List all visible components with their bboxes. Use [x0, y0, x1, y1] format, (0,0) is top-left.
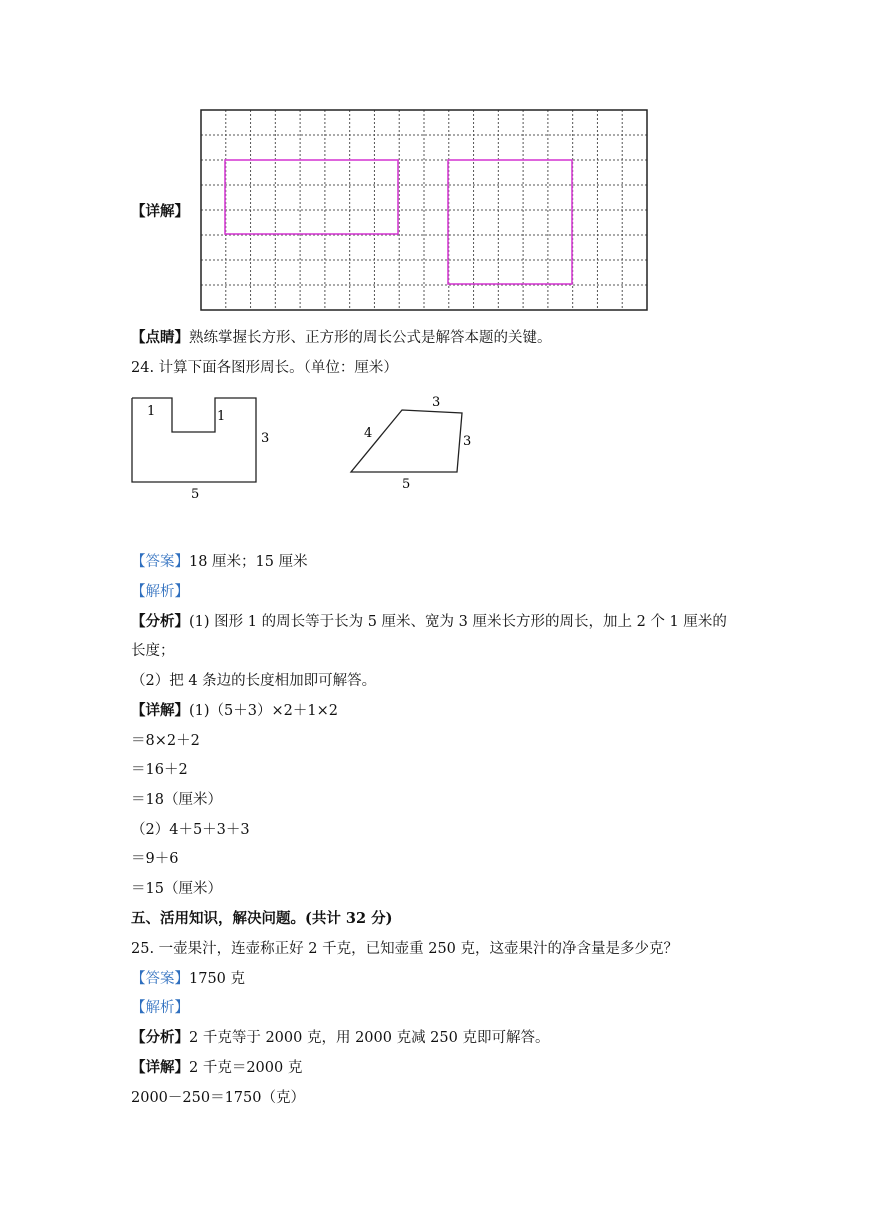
fig2-right-label: 3	[463, 434, 472, 449]
answer-text: 1750 克	[189, 971, 246, 987]
detail-label: 【详解】	[131, 702, 189, 719]
fig2-top-label: 3	[432, 395, 441, 410]
q25-calc: 2000－250＝1750（克）	[131, 1090, 305, 1106]
detail-text: 2 千克＝2000 克	[189, 1060, 303, 1076]
detail-label: 【详解】	[131, 1059, 189, 1076]
q24-analysis-line1	[131, 612, 727, 632]
calc-line: ＝8×2＋2	[131, 733, 200, 749]
answer-label: 【答案】	[131, 554, 189, 570]
q25-detail	[131, 1058, 302, 1078]
answer-text: 18 厘米；15 厘米	[189, 554, 308, 570]
q24-jiexi-label: 【解析】	[131, 584, 189, 600]
fig2-left-label: 4	[364, 426, 373, 441]
q24-detail-line1	[131, 701, 338, 721]
q24-analysis-line2: 长度；	[131, 643, 175, 659]
tip-text: 熟练掌握长方形、正方形的周长公式是解答本题的关键。	[189, 330, 552, 346]
grid-figure	[200, 109, 648, 311]
q25-answer	[131, 969, 245, 989]
tip-line	[131, 328, 552, 348]
detail-label: 【详解】	[131, 203, 189, 220]
answer-label: 【答案】	[131, 971, 189, 987]
calc-line: ＝18（厘米）	[131, 792, 222, 808]
q24-analysis-line3: （2）把 4 条边的长度相加即可解答。	[131, 673, 377, 689]
tip-label: 【点睛】	[131, 329, 189, 346]
fig1-right-notch-label: 1	[217, 409, 226, 424]
analysis-text: (1) 图形 1 的周长等于长为 5 厘米、宽为 3 厘米长方形的周长，加上 2 个 1 厘米的	[189, 614, 727, 630]
analysis-text: 2 千克等于 2000 克，用 2000 克减 250 克即可解答。	[189, 1030, 550, 1046]
detail-text: (1)（5＋3）×2＋1×2	[189, 703, 338, 719]
figure-1-notched-rectangle	[125, 392, 280, 504]
q25-title: 25. 一壶果汁，连壶称正好 2 千克，已知壶重 250 克，这壶果汁的净含量是多少克？	[131, 941, 679, 957]
fig1-left-notch-label: 1	[147, 404, 156, 419]
q24-title: 24. 计算下面各图形周长。（单位：厘米）	[131, 360, 398, 376]
calc-line: （2）4＋5＋3＋3	[131, 822, 250, 838]
figure-2-trapezoid	[345, 390, 480, 496]
analysis-label: 【分析】	[131, 1029, 189, 1046]
fig2-bottom-label: 5	[402, 477, 411, 492]
fig1-bottom-label: 5	[191, 487, 200, 502]
calc-line: ＝16＋2	[131, 762, 188, 778]
fig1-height-label: 3	[261, 431, 270, 446]
q25-jiexi-label: 【解析】	[131, 1000, 189, 1016]
analysis-label: 【分析】	[131, 613, 189, 630]
calc-line: ＝15（厘米）	[131, 881, 222, 897]
square-shape	[448, 160, 572, 284]
q24-answer	[131, 552, 308, 572]
section-5-title: 五、活用知识，解决问题。(共计 32 分)	[131, 910, 393, 927]
calc-line: ＝9＋6	[131, 851, 179, 867]
q25-analysis	[131, 1028, 549, 1048]
